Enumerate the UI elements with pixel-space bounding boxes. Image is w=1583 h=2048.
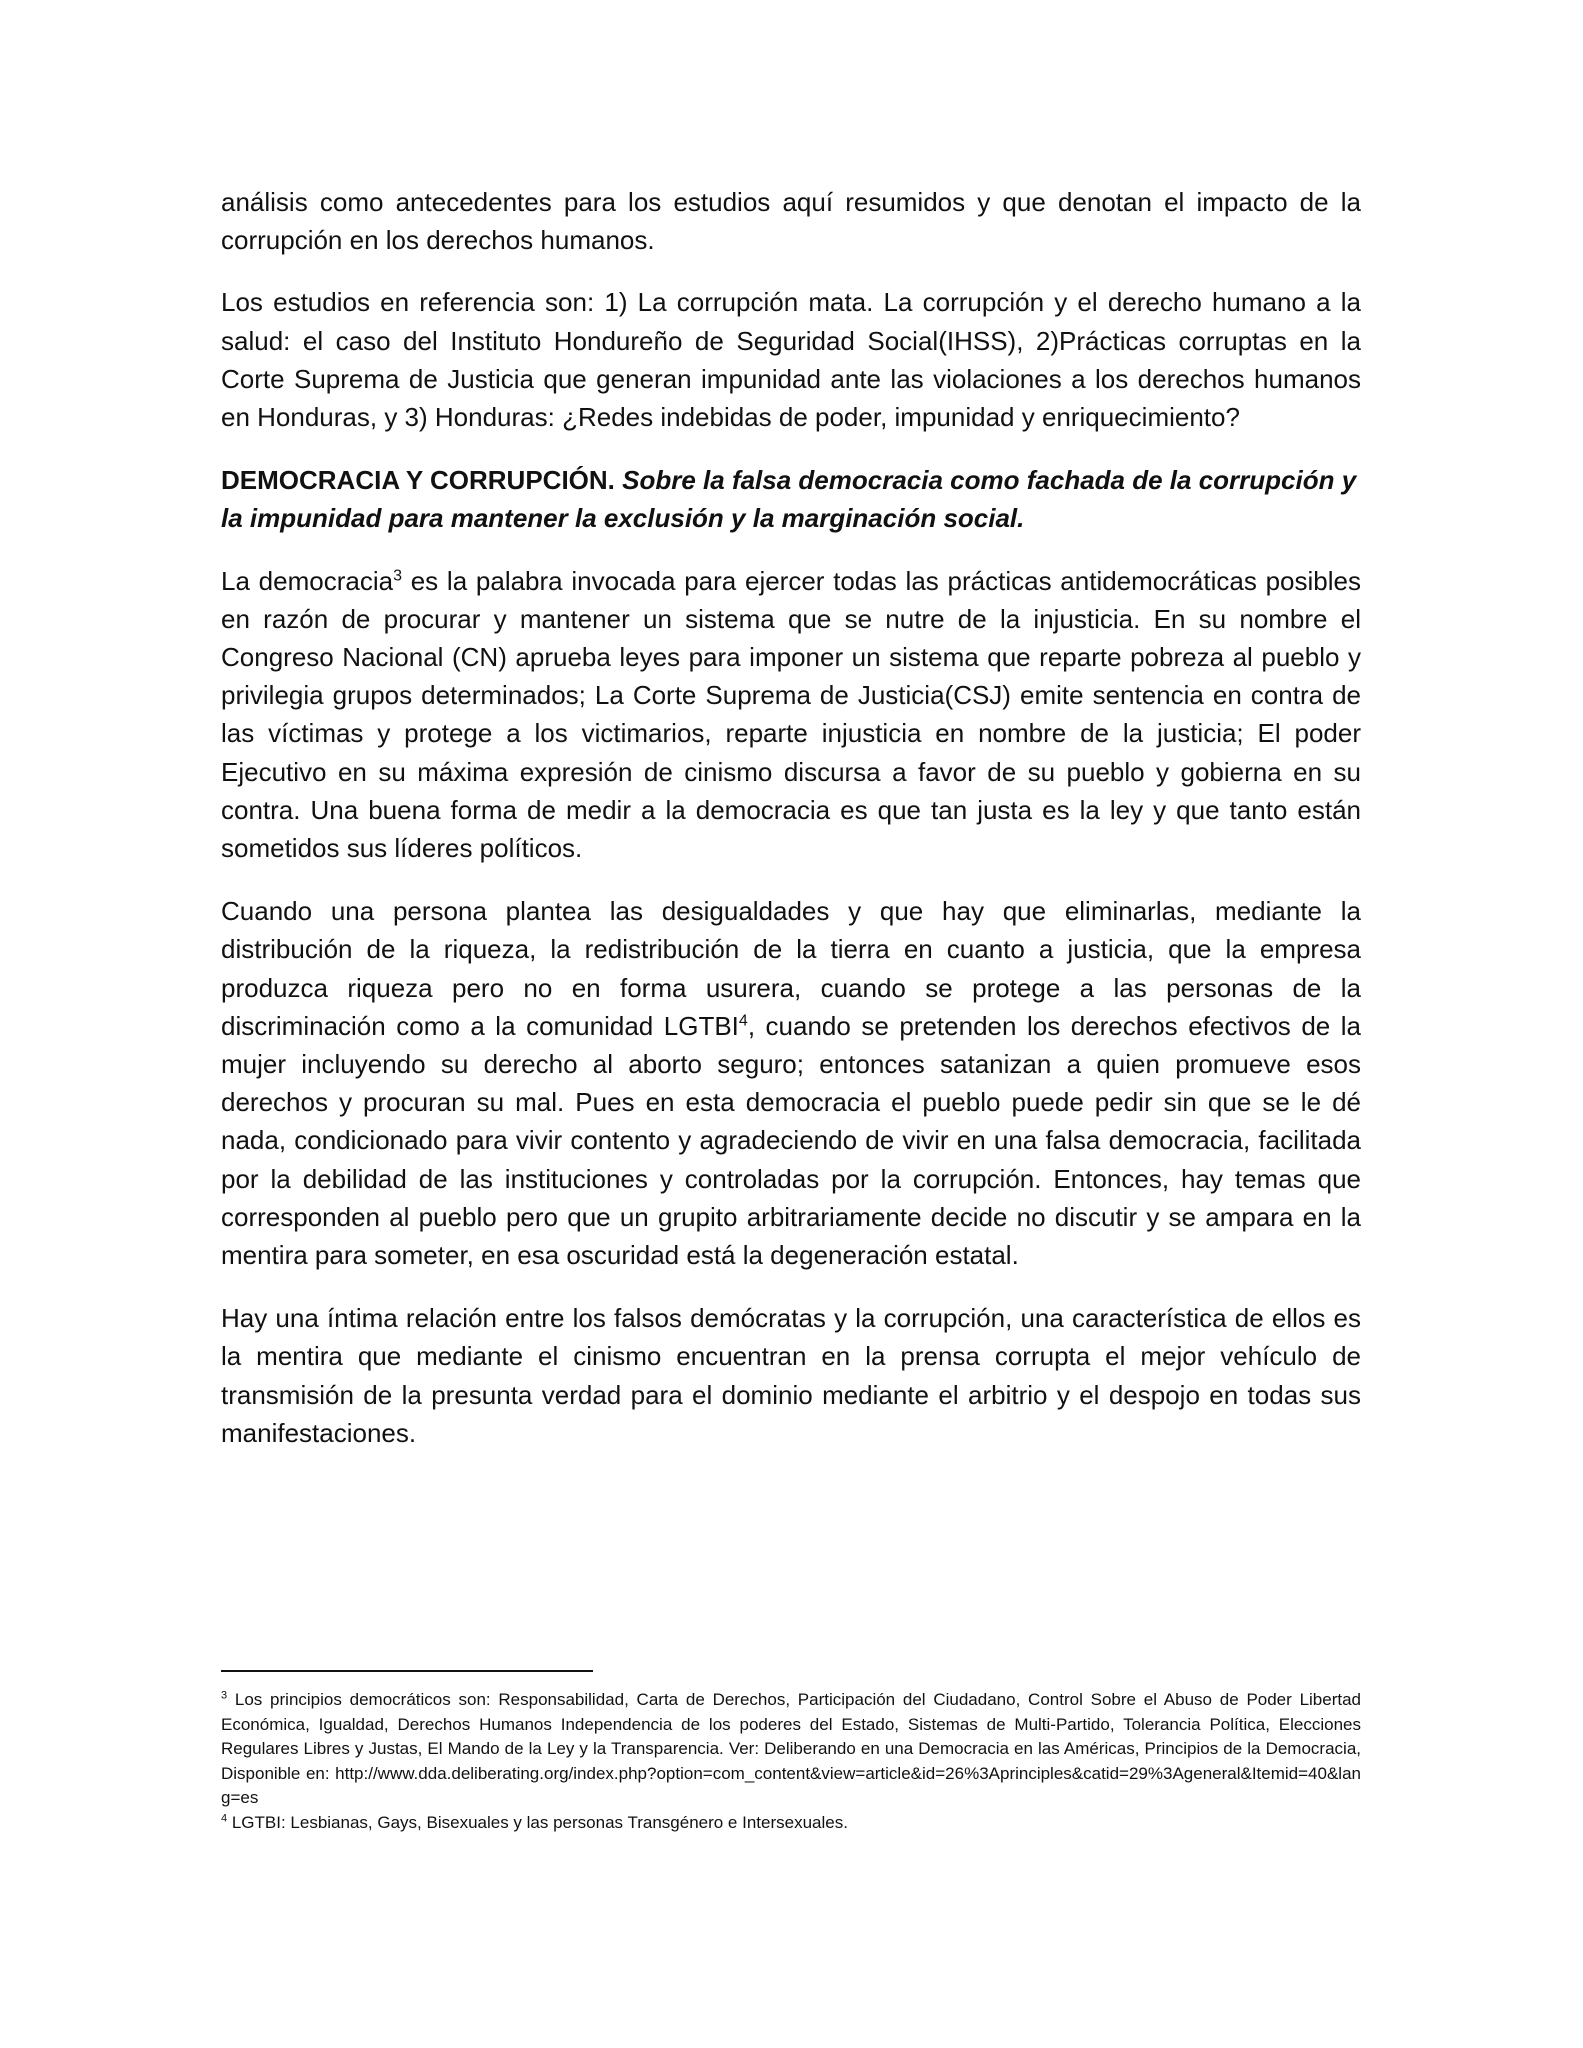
footnote-reference[interactable]: 4	[738, 1012, 748, 1030]
section-heading-title: DEMOCRACIA Y CORRUPCIÓN.	[221, 465, 615, 496]
paragraph-text: es la palabra invocada para ejercer todas las prácticas antidemocráticas posibles en razón de procurar y mantener un sistema que se nutre de la injusticia. En su nombre el Congreso Nacional (CN) aprueba leyes para imponer un sistema que reparte pobreza al pueblo y privilegia grupos determinados; La Corte Suprema de Justicia(CSJ) emite sentencia en contra de las víctimas y protege a los victimarios, reparte injusticia en nombre de la justicia; El poder Ejecutivo en su máxima expresión de cinismo discursa a favor de su pueblo y gobierna en su contra. Una buena forma de medir a la democracia es que tan justa es la ley y que tanto están sometidos sus líderes políticos.	[221, 565, 1361, 864]
section-heading	[221, 461, 1361, 537]
document-body	[221, 183, 1361, 1477]
footnote-separator	[221, 1670, 593, 1672]
paragraph-studies	[221, 283, 1361, 436]
footnote-marker: 4	[221, 1812, 228, 1825]
paragraph-text: , cuando se pretenden los derechos efectivos de la mujer incluyendo su derecho al aborto seguro; entonces satanizan a quien promueve esos derechos y procuran su mal. Pues en esta democracia el pueblo puede pedir sin que se le dé nada, condicionado para vivir contento y agradeciendo de vivir en una falsa democracia, facilitada por la debilidad de las instituciones y controladas por la corrupción. Entonces, hay temas que corresponden al pueblo pero que un grupito arbitrariamente decide no discutir y se ampara en la mentira para someter, en esa oscuridad está la degeneración estatal.	[221, 1010, 1361, 1271]
footnotes	[221, 1670, 1361, 1836]
footnote-reference[interactable]: 3	[393, 566, 402, 584]
footnote-text: Los principios democráticos son: Responsabilidad, Carta de Derechos, Participación del Ciudadano, Control Sobre el Abuso de Poder Libertad Económica, Igualdad, Derechos Humanos Independencia de los poderes del Estado, Sistemas de Multi-Partido, Tolerancia Política, Elecciones Regulares Libres y Justas, El Mando de la Ley y la Transparencia. Ver: Deliberando en una Democracia en las Américas, Principios de la Democracia, Disponible en:	[221, 1690, 1361, 1783]
paragraph-inequality	[221, 892, 1361, 1274]
footnote-text: LGTBI: Lesbianas, Gays, Bisexuales y las personas Transgénero e Intersexuales.	[227, 1812, 848, 1832]
paragraph-text: Hay una íntima relación entre los falsos demócratas y la corrupción, una característica de ellos es la mentira que mediante el cinismo encuentran en la prensa corrupta el mejor vehículo de transmisión de la presunta verdad para el dominio mediante el arbitrio y el despojo en todas sus manifestaciones.	[221, 1303, 1361, 1448]
paragraph-intro	[221, 183, 1361, 259]
paragraph-false-democrats	[221, 1299, 1361, 1452]
footnote-marker: 3	[221, 1689, 228, 1702]
footnote-url-link[interactable]: http://www.dda.deliberating.org/index.php?option=com_content&view=article&id=26%3Aprinciples&catid=29%3Ageneral&Itemid=40&lang=es	[221, 1763, 1361, 1808]
paragraph-text: Cuando una persona plantea las desigualdades y que hay que eliminarlas, mediante la distribución de la riqueza, la redistribución de la tierra en cuanto a justicia, que la empresa produzca riqueza pero no en forma usurera, cuando se protege a las personas de la discriminación como a la comunidad LGTBI	[221, 896, 1361, 1041]
paragraph-text: La democracia	[221, 565, 394, 596]
paragraph-text: análisis como antecedentes para los estudios aquí resumidos y que denotan el impacto de la corrupción en los derechos humanos.	[221, 187, 1361, 256]
footnote-3	[221, 1688, 1361, 1811]
paragraph-text: Los estudios en referencia son: 1) La corrupción mata. La corrupción y el derecho humano a la salud: el caso del Instituto Hondureño de Seguridad Social(IHSS), 2)Prácticas corruptas en la Corte Suprema de Justicia que generan impunidad ante las violaciones a los derechos humanos en Honduras, y 3) Honduras: ¿Redes indebidas de poder, impunidad y enriquecimiento?	[221, 287, 1361, 433]
footnote-4	[221, 1811, 1361, 1836]
section-heading-subtitle: Sobre la falsa democracia como fachada de la corrupción y la impunidad para mantener la exclusión y la marginación social.	[221, 465, 1357, 534]
paragraph-democracy	[221, 562, 1361, 868]
